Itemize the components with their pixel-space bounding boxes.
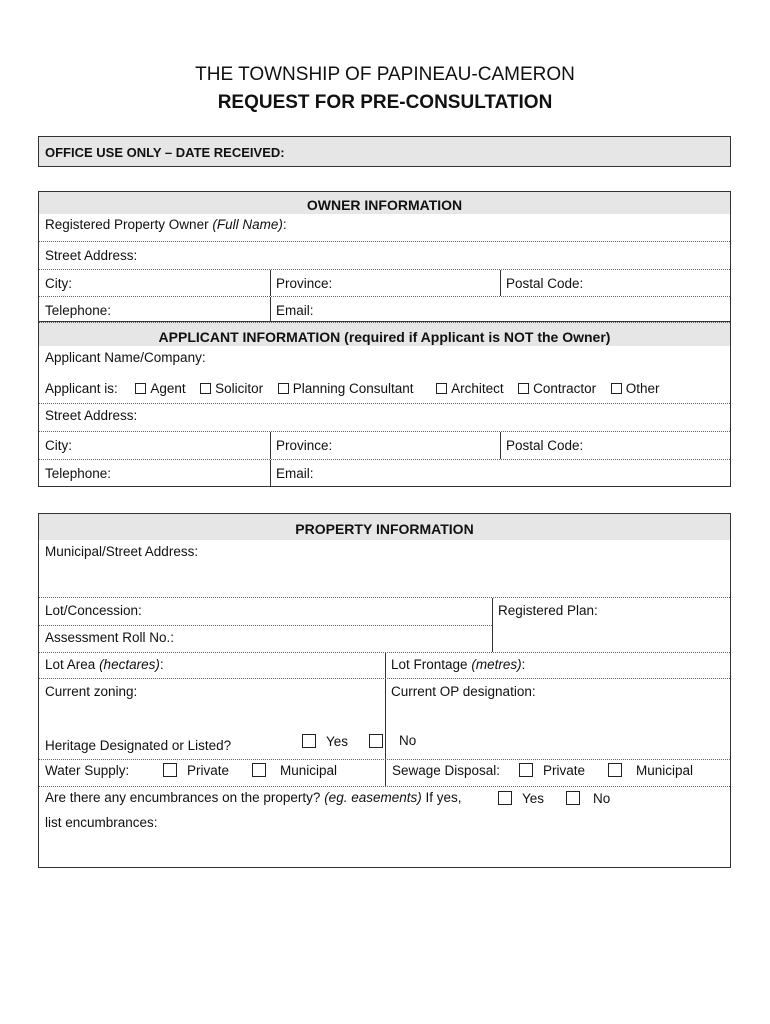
applicant-name-label: Applicant Name/Company: xyxy=(45,350,206,365)
other-label: Other xyxy=(625,381,660,396)
applicant-telephone-field[interactable]: Telephone: xyxy=(45,466,112,481)
property-information-table xyxy=(38,513,731,868)
applicant-name-row[interactable] xyxy=(39,346,730,372)
sewage-disposal-label: Sewage Disposal: xyxy=(392,763,501,778)
owner-city-field[interactable]: City: xyxy=(45,276,72,291)
applicant-information-table xyxy=(38,322,731,487)
contractor-option[interactable] xyxy=(518,381,596,396)
heritage-label: Heritage Designated or Listed? xyxy=(45,738,232,753)
office-use-label: OFFICE USE ONLY – DATE RECEIVED: xyxy=(45,145,285,160)
owner-city-row xyxy=(39,269,730,296)
owner-heading-text: OWNER INFORMATION xyxy=(306,197,463,213)
contractor-checkbox[interactable] xyxy=(518,383,529,394)
other-checkbox[interactable] xyxy=(611,383,622,394)
owner-telephone-field[interactable]: Telephone: xyxy=(45,303,112,318)
lot-frontage-colon: : xyxy=(521,657,526,672)
encumbrances-row xyxy=(39,786,730,868)
form-title: REQUEST FOR PRE-CONSULTATION xyxy=(217,92,553,113)
lot-frontage-label: Lot Frontage xyxy=(391,657,468,672)
owner-information-table xyxy=(38,191,731,322)
water-private-label: Private xyxy=(187,763,230,778)
applicant-city-field[interactable]: City: xyxy=(45,438,72,453)
office-use-box xyxy=(38,136,731,167)
heritage-no-checkbox[interactable] xyxy=(369,734,383,748)
architect-checkbox[interactable] xyxy=(436,383,447,394)
encumbrances-yes-label: Yes xyxy=(522,791,545,806)
owner-name-row[interactable] xyxy=(39,214,730,241)
owner-heading xyxy=(39,192,730,214)
solicitor-checkbox[interactable] xyxy=(200,383,211,394)
owner-name-colon: : xyxy=(282,217,287,232)
sewage-private-label: Private xyxy=(543,763,586,778)
water-municipal-checkbox[interactable] xyxy=(252,763,266,777)
applicant-email-field[interactable]: Email: xyxy=(276,466,314,481)
lot-frontage-field[interactable] xyxy=(385,653,730,678)
lot-concession-field[interactable]: Lot/Concession: xyxy=(45,603,142,618)
other-option[interactable] xyxy=(611,381,660,396)
applicant-postal-field[interactable]: Postal Code: xyxy=(506,438,584,453)
applicant-province-field[interactable]: Province: xyxy=(276,438,333,453)
encumbrances-no-checkbox[interactable] xyxy=(566,791,580,805)
water-sewage-row xyxy=(39,759,730,786)
lot-area-row xyxy=(39,652,730,678)
planning-consultant-label: Planning Consultant xyxy=(292,381,414,396)
water-supply-label: Water Supply: xyxy=(45,763,130,778)
heritage-yes-checkbox[interactable] xyxy=(302,734,316,748)
owner-province-field[interactable]: Province: xyxy=(276,276,333,291)
sewage-municipal-checkbox[interactable] xyxy=(608,763,622,777)
roll-number-field[interactable]: Assessment Roll No.: xyxy=(45,630,175,645)
agent-checkbox[interactable] xyxy=(135,383,146,394)
encumbrances-if-yes: If yes, xyxy=(425,790,462,805)
water-municipal-label: Municipal xyxy=(280,763,338,778)
lot-frontage-unit: (metres) xyxy=(471,657,522,672)
heritage-no-label: No xyxy=(399,733,417,748)
lot-concession-row xyxy=(39,597,730,652)
encumbrances-question-text: Are there any encumbrances on the property? xyxy=(45,790,321,805)
water-private-checkbox[interactable] xyxy=(163,763,177,777)
planning-consultant-option[interactable] xyxy=(278,381,414,396)
applicant-city-row xyxy=(39,431,730,459)
property-heading xyxy=(39,514,730,540)
contractor-label: Contractor xyxy=(533,381,597,396)
applicant-street-label: Street Address: xyxy=(45,408,138,423)
applicant-heading xyxy=(39,322,730,346)
lot-area-label: Lot Area xyxy=(45,657,96,672)
owner-street-row[interactable] xyxy=(39,241,730,269)
sewage-private-checkbox[interactable] xyxy=(519,763,533,777)
owner-postal-field[interactable]: Postal Code: xyxy=(506,276,584,291)
architect-option[interactable] xyxy=(436,381,504,396)
municipal-address-row[interactable] xyxy=(39,540,730,597)
sewage-municipal-label: Municipal xyxy=(636,763,694,778)
encumbrances-question xyxy=(45,790,462,805)
registered-plan-field[interactable]: Registered Plan: xyxy=(498,603,598,618)
op-designation-field[interactable]: Current OP designation: xyxy=(391,684,536,699)
applicant-heading-text: APPLICANT INFORMATION (required if Applicant is NOT the Owner) xyxy=(158,329,611,345)
encumbrances-yes-checkbox[interactable] xyxy=(498,791,512,805)
owner-name-hint: (Full Name) xyxy=(212,217,283,232)
owner-name-label: Registered Property Owner xyxy=(45,217,209,232)
municipal-address-label: Municipal/Street Address: xyxy=(45,544,199,559)
encumbrances-no-label: No xyxy=(593,791,611,806)
architect-label: Architect xyxy=(451,381,504,396)
agent-option[interactable] xyxy=(135,381,185,396)
applicant-is-label: Applicant is: xyxy=(45,381,118,396)
zoning-row xyxy=(39,678,730,732)
owner-street-label: Street Address: xyxy=(45,248,138,263)
solicitor-option[interactable] xyxy=(200,381,263,396)
agent-label: Agent xyxy=(150,381,186,396)
applicant-telephone-row xyxy=(39,459,730,487)
heritage-yes-label: Yes xyxy=(326,734,349,749)
owner-email-field[interactable]: Email: xyxy=(276,303,314,318)
applicant-street-row[interactable] xyxy=(39,403,730,431)
encumbrances-example: (eg. easements) xyxy=(324,790,422,805)
solicitor-label: Solicitor xyxy=(215,381,264,396)
lot-area-field[interactable] xyxy=(39,653,385,678)
current-zoning-field[interactable]: Current zoning: xyxy=(45,684,138,699)
owner-telephone-row xyxy=(39,296,730,323)
planning-consultant-checkbox[interactable] xyxy=(278,383,289,394)
list-encumbrances-field[interactable]: list encumbrances: xyxy=(45,815,158,830)
property-heading-text: PROPERTY INFORMATION xyxy=(295,521,474,537)
heritage-row xyxy=(39,732,730,759)
township-title: THE TOWNSHIP OF PAPINEAU-CAMERON xyxy=(195,64,575,85)
lot-area-colon: : xyxy=(159,657,164,672)
lot-area-unit: (hectares) xyxy=(99,657,160,672)
applicant-type-row xyxy=(39,372,730,403)
